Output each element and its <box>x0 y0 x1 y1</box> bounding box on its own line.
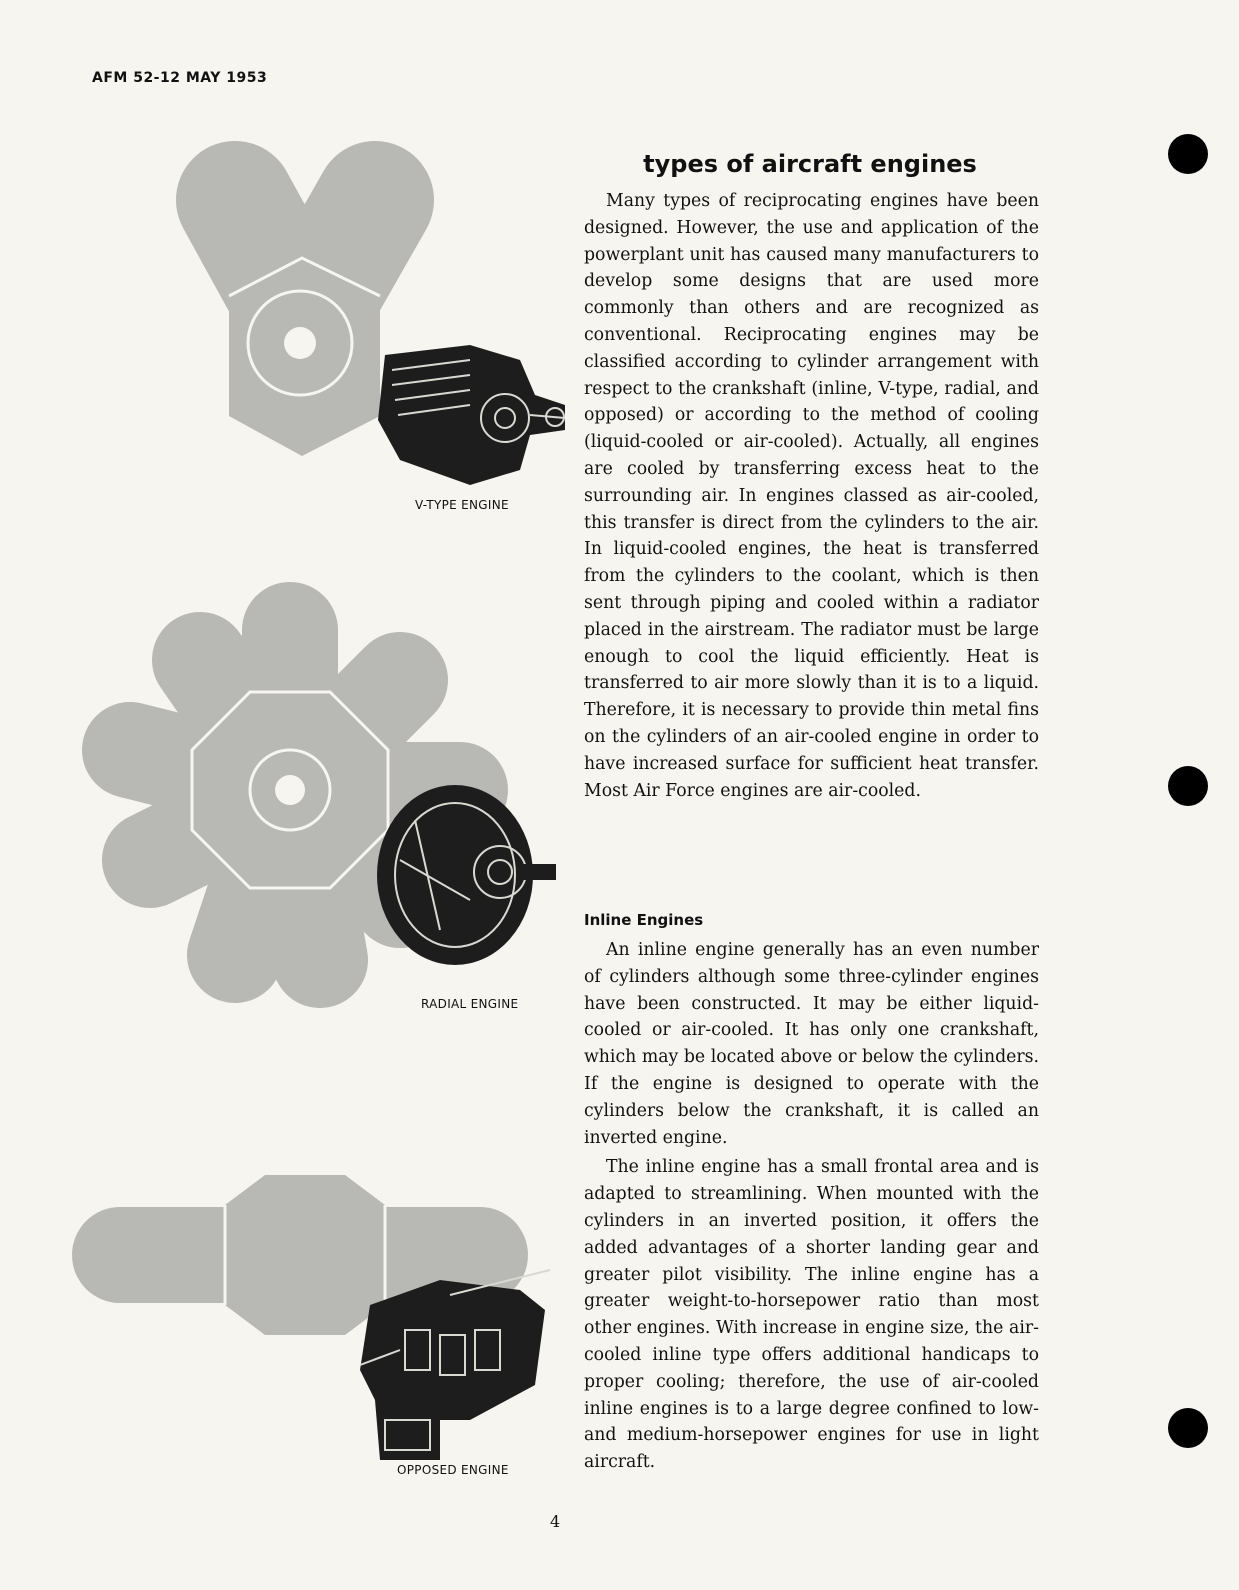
punch-hole-top <box>1168 134 1208 174</box>
page-header: AFM 52-12 MAY 1953 <box>92 70 268 86</box>
figure-caption-opposed: OPPOSED ENGINE <box>397 1463 509 1477</box>
figure-caption-radial: RADIAL ENGINE <box>421 997 519 1011</box>
intro-text-block <box>584 188 1039 804</box>
section-heading-inline-engines: Inline Engines <box>584 911 704 929</box>
inline-text-block <box>584 937 1039 1476</box>
inline-paragraph-2: The inline engine has a small frontal area and is adapted to streamlining. When mounted with the cylinders in an inverted position, it offers the added advantages of a shorter landing gear and greater pilot visibility. The inline engine has a greater weight-to-horsepower ratio than most other engines. With increase in engine size, the air-cooled inline type offers additional handicaps to proper cooling; therefore, the use of air-cooled inline engines is to a large degree confined to low- and medium-horsepower engines for use in light aircraft. <box>584 1157 1039 1473</box>
inline-paragraph-1: An inline engine generally has an even number of cylinders although some three-cylinder engines have been constructed. It may be either liquid-cooled or air-cooled. It has only one crankshaft, which may be located above or below the cylinders. If the engine is designed to operate with the cylinders below the crankshaft, it is called an inverted engine. <box>584 940 1039 1148</box>
figure-caption-v-type: V-TYPE ENGINE <box>415 498 509 512</box>
punch-hole-middle <box>1168 766 1208 806</box>
v-type-diagram <box>229 200 380 456</box>
page-number: 4 <box>550 1512 561 1531</box>
page-title: types of aircraft engines <box>643 150 977 178</box>
punch-hole-bottom <box>1168 1408 1208 1448</box>
intro-paragraph: Many types of reciprocating engines have been designed. However, the use and application of the powerplant unit has caused many manufacturers to develop some designs that are used more commonly than others and are recognized as conventional. Reciprocating engines may be classified according to cylinder arrangement with respect to the crankshaft (inline, V-type, radial, and opposed) or according to the method of cooling (liquid-cooled or air-cooled). Actually, all engines are cooled by transferring excess heat to the surrounding air. In engines classed as air-cooled, this transfer is direct from the cylinders to the air. In liquid-cooled engines, the heat is transferred from the cylinders to the coolant, which is then sent through piping and cooled within a radiator placed in the airstream. The radiator must be large enough to cool the liquid efficiently. Heat is transferred to air more slowly than it is to a liquid. Therefore, it is necessary to provide thin metal fins on the cylinders of an air-cooled engine in order to have increased surface for sufficient heat transfer. Most Air Force engines are air-cooled. <box>584 191 1039 801</box>
v-type-engine-icon <box>378 345 565 485</box>
radial-engine-icon <box>377 785 556 965</box>
opposed-engine-icon <box>360 1270 550 1460</box>
